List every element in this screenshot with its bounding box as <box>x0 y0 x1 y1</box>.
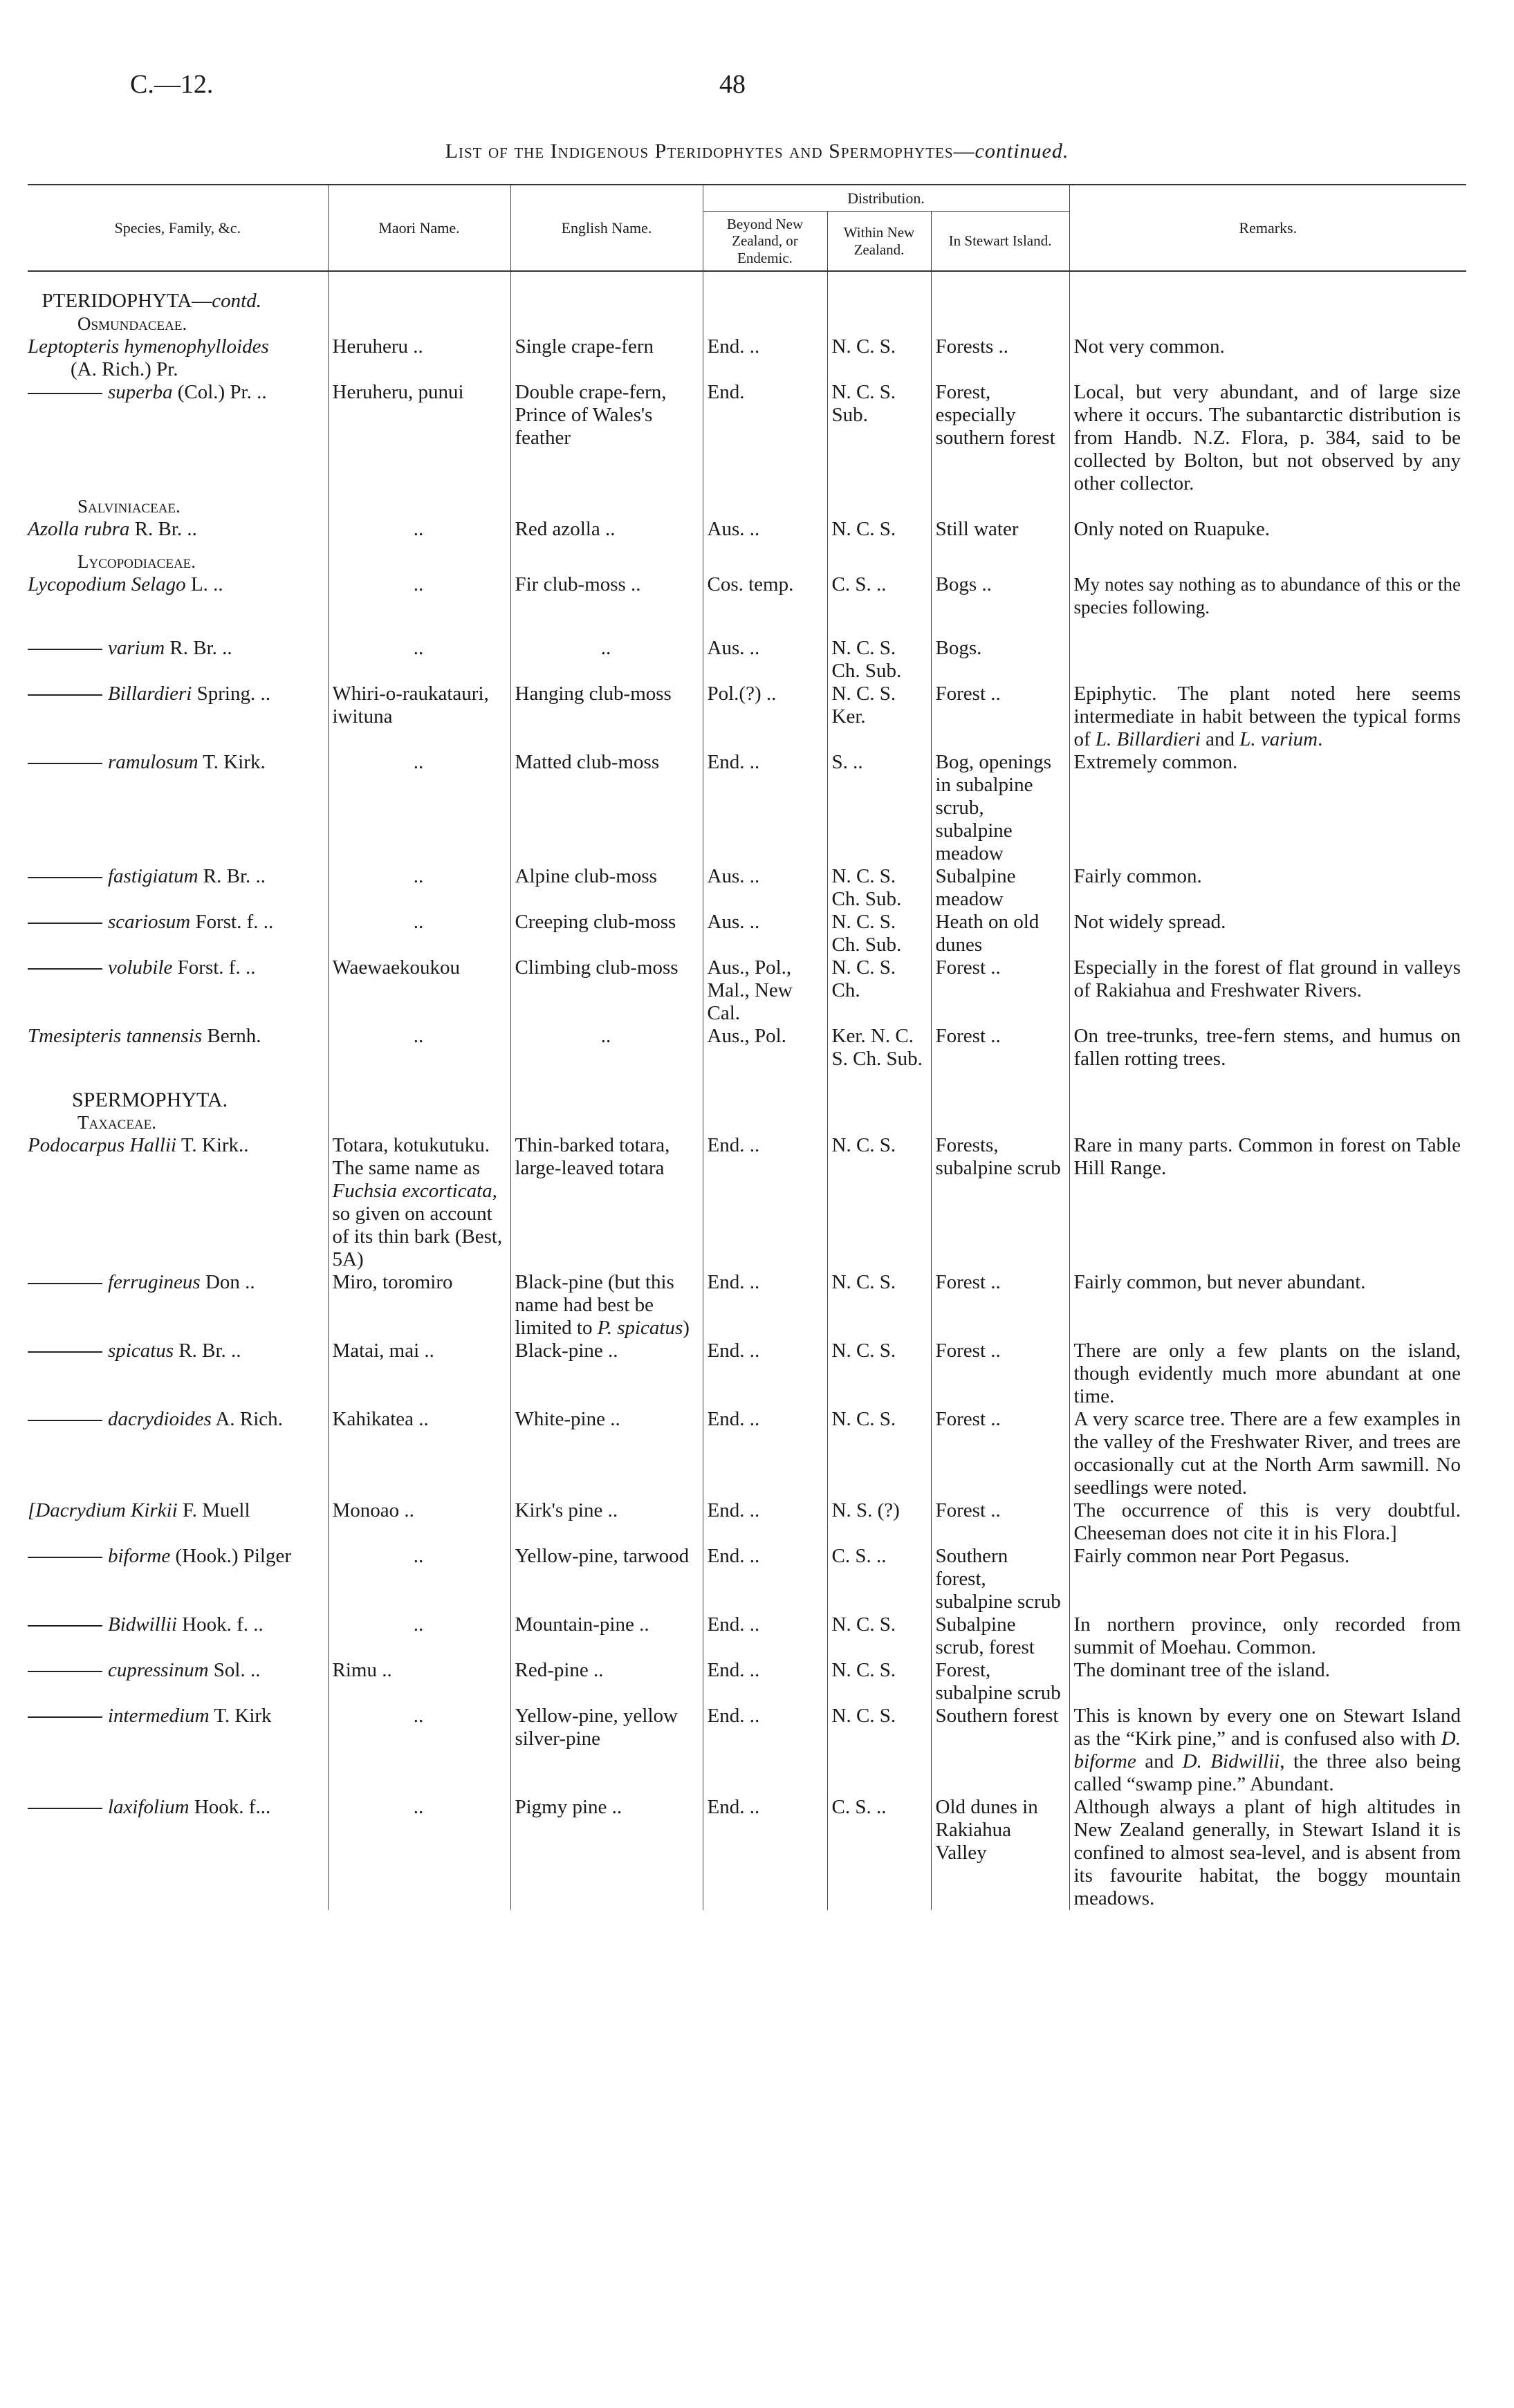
header-maori: Maori Name. <box>328 185 510 271</box>
maori-name: Kahikatea .. <box>328 1408 510 1499</box>
table-row <box>28 1796 1466 1910</box>
remarks: Not very common. <box>1069 335 1466 381</box>
remarks-text: , the three also being called “swamp pine.” Abundant. <box>1073 1750 1461 1795</box>
species-cell <box>28 335 328 381</box>
species-name: Lycopodium Selago <box>28 573 186 595</box>
header-within: Within New Zealand. <box>827 212 931 271</box>
english-name: White-pine .. <box>510 1408 703 1499</box>
maori-name: .. <box>328 518 510 541</box>
table-row <box>28 335 1466 381</box>
table-row <box>28 1025 1466 1071</box>
beyond-nz: Aus., Pol., Mal., New Cal. <box>703 956 827 1025</box>
species-name: Tmesipteris tannensis <box>28 1024 203 1047</box>
beyond-nz: End. .. <box>703 1499 827 1545</box>
remarks: Not widely spread. <box>1069 911 1466 956</box>
beyond-nz: End. .. <box>703 1545 827 1613</box>
title-continued: continued. <box>975 140 1069 163</box>
header-english: English Name. <box>510 185 703 271</box>
remarks: Fairly common, but never abundant. <box>1069 1271 1466 1340</box>
family-name: Salviniaceae. <box>77 495 181 517</box>
remarks: The dominant tree of the island. <box>1069 1659 1466 1705</box>
table-row <box>28 1659 1466 1705</box>
stewart-island: Bogs. <box>931 637 1069 683</box>
species-cell <box>28 1134 328 1271</box>
species-authority: R. Br. .. <box>178 1339 241 1362</box>
english-name: Red azolla .. <box>510 518 703 541</box>
species-name: laxifolium <box>108 1795 190 1818</box>
ditto-dash <box>28 1808 102 1809</box>
within-nz: N. C. S. <box>827 1613 931 1659</box>
beyond-nz: End. <box>703 381 827 495</box>
english-name: Climbing club-moss <box>510 956 703 1025</box>
english-name <box>510 1271 703 1340</box>
stewart-island: Forest .. <box>931 1025 1069 1071</box>
remarks-text: Epiphytic. The plant noted here seems intermediate in habit between the typical forms of <box>1073 682 1461 750</box>
table-row <box>28 865 1466 911</box>
family-name: Lycopodiaceae. <box>77 550 196 572</box>
species-authority: Bernh. <box>207 1024 261 1047</box>
within-nz: N. C. S. Sub. <box>827 381 931 495</box>
stewart-island: Forest .. <box>931 1340 1069 1408</box>
family-name: Taxaceae. <box>77 1111 157 1133</box>
species-name: fastigiatum <box>108 864 199 887</box>
stewart-island: Bog, openings in subalpine scrub, subalpine meadow <box>931 751 1069 865</box>
species-name: Bidwillii <box>108 1613 177 1636</box>
ditto-dash <box>28 1671 102 1672</box>
stewart-island: Forest .. <box>931 683 1069 751</box>
species-name: dacrydioides <box>108 1407 212 1430</box>
species-authority: Hook. f. .. <box>182 1613 264 1636</box>
english-name: Creeping club-moss <box>510 911 703 956</box>
ditto-dash <box>28 968 102 970</box>
maori-name: Heruheru, punui <box>328 381 510 495</box>
remarks: In northern province, only recorded from summit of Moehau. Common. <box>1069 1613 1466 1659</box>
section-heading <box>28 290 328 335</box>
ditto-dash <box>28 1557 102 1558</box>
table-row <box>28 1408 1466 1499</box>
species-authority: Forst. f. .. <box>177 956 256 979</box>
within-nz: N. C. S. Ch. Sub. <box>827 865 931 911</box>
table-row <box>28 1271 1466 1340</box>
within-nz: N. C. S. <box>827 1134 931 1271</box>
maori-name: .. <box>328 1796 510 1910</box>
species-name: biforme <box>108 1544 171 1567</box>
maori-name: .. <box>328 911 510 956</box>
species-cell <box>28 637 328 683</box>
within-nz: N. C. S. <box>827 1705 931 1796</box>
english-name: Single crape-fern <box>510 335 703 381</box>
stewart-island: Forest .. <box>931 1499 1069 1545</box>
beyond-nz: End. .. <box>703 335 827 381</box>
within-nz: N. C. S. Ker. <box>827 683 931 751</box>
species-authority: Don .. <box>205 1270 255 1293</box>
maori-name: .. <box>328 637 510 683</box>
remarks: Local, but very abundant, and of large size where it occurs. The subantarctic distribution is from Handb. N.Z. Flora, p. 384, said to be collected by Bolton, but not observed by any other collector. <box>1069 381 1466 495</box>
within-nz: N. C. S. <box>827 1659 931 1705</box>
stewart-island: Forest .. <box>931 1408 1069 1499</box>
beyond-nz: Aus. .. <box>703 518 827 541</box>
species-name: ramulosum <box>108 750 199 773</box>
species-cell <box>28 518 328 541</box>
within-nz: S. .. <box>827 751 931 865</box>
table-row <box>28 1499 1466 1545</box>
english-text: ) <box>683 1316 690 1339</box>
maori-taxon: Fuchsia excorticata <box>332 1179 492 1202</box>
beyond-nz: Aus. .. <box>703 911 827 956</box>
remarks: Although always a plant of high altitudes in New Zealand generally, in Stewart Island it is confined to almost sea-level, and is absent from its favourite habitat, the boggy mountain meadows. <box>1069 1796 1466 1910</box>
page-title <box>0 140 1514 163</box>
ditto-dash <box>28 649 102 650</box>
species-authority: L. .. <box>190 573 223 595</box>
english-name: Matted club-moss <box>510 751 703 865</box>
table-row <box>28 518 1466 541</box>
maori-name: .. <box>328 1613 510 1659</box>
species-cell <box>28 1025 328 1071</box>
species-cell <box>28 1271 328 1340</box>
stewart-island: Forest .. <box>931 1271 1069 1340</box>
ditto-dash <box>28 877 102 878</box>
english-name: Red-pine .. <box>510 1659 703 1705</box>
species-cell <box>28 683 328 751</box>
remarks: There are only a few plants on the island, though evidently much more abundant at one time. <box>1069 1340 1466 1408</box>
maori-name: .. <box>328 1025 510 1071</box>
species-authority: T. Kirk <box>214 1704 272 1727</box>
species-authority: R. Br. .. <box>203 864 266 887</box>
maori-name: .. <box>328 865 510 911</box>
header-species: Species, Family, &c. <box>28 185 328 271</box>
beyond-nz: End. .. <box>703 1271 827 1340</box>
maori-text: , so given on account of its thin bark (Best, 5A) <box>332 1179 503 1270</box>
english-name: Yellow-pine, tarwood <box>510 1545 703 1613</box>
species-name: cupressinum <box>108 1658 209 1681</box>
within-nz: C. S. .. <box>827 1545 931 1613</box>
species-cell <box>28 1705 328 1796</box>
stewart-island: Southern forest <box>931 1705 1069 1796</box>
maori-name: Waewaekoukou <box>328 956 510 1025</box>
remarks-taxon: L. Billardieri <box>1095 728 1201 750</box>
remarks: My notes say nothing as to abundance of this or the species following. <box>1069 573 1466 619</box>
remarks-taxon: D. biforme <box>1073 1727 1461 1772</box>
english-text: Black-pine (but this name had best be limited to <box>515 1270 674 1339</box>
species-name: intermedium <box>108 1704 210 1727</box>
species-name: spicatus <box>108 1339 174 1362</box>
table-row <box>28 1340 1466 1408</box>
species-authority: F. Muell <box>182 1499 250 1521</box>
maori-text: Totara, kotukutuku. The same name as <box>332 1133 490 1179</box>
table-row <box>28 1705 1466 1796</box>
maori-name: .. <box>328 751 510 865</box>
maori-name: .. <box>328 1705 510 1796</box>
within-nz: N. C. S. Ch. Sub. <box>827 911 931 956</box>
species-authority: R. Br. .. <box>134 517 197 540</box>
species-cell <box>28 1499 328 1545</box>
stewart-island: Forests, subalpine scrub <box>931 1134 1069 1271</box>
species-authority: Spring. .. <box>196 682 270 705</box>
species-name: Leptopteris hymenophylloides <box>28 335 269 358</box>
table-row <box>28 1613 1466 1659</box>
maori-name: Whiri-o-raukatauri, iwituna <box>328 683 510 751</box>
beyond-nz: End. .. <box>703 1796 827 1910</box>
remarks-taxon: L. varium <box>1239 728 1318 750</box>
beyond-nz: End. .. <box>703 1134 827 1271</box>
within-nz: N. C. S. <box>827 335 931 381</box>
table-row <box>28 956 1466 1025</box>
ditto-dash <box>28 694 102 696</box>
table-row <box>28 1545 1466 1613</box>
species-name: varium <box>108 636 165 659</box>
within-nz: N. C. S. Ch. Sub. <box>827 637 931 683</box>
table-row <box>28 381 1466 495</box>
table-row <box>28 573 1466 619</box>
english-name: Thin-barked totara, large-leaved totara <box>510 1134 703 1271</box>
remarks-text: and <box>1136 1750 1183 1772</box>
english-name: Hanging club-moss <box>510 683 703 751</box>
within-nz: N. C. S. <box>827 1271 931 1340</box>
species-authority: Hook. f... <box>194 1795 271 1818</box>
species-name: Billardieri <box>108 682 192 705</box>
species-authority: Forst. f. .. <box>195 910 274 933</box>
within-nz: N. C. S. <box>827 518 931 541</box>
table-row <box>28 637 1466 683</box>
ditto-dash <box>28 1351 102 1353</box>
remarks-taxon: D. Bidwillii <box>1182 1750 1280 1772</box>
stewart-island: Subalpine scrub, forest <box>931 1613 1069 1659</box>
species-cell <box>28 573 328 619</box>
table-row <box>28 751 1466 865</box>
ditto-dash <box>28 1625 102 1627</box>
english-taxon: P. spicatus <box>597 1316 683 1339</box>
division-cont: contd. <box>212 289 261 312</box>
family-name: Osmundaceae. <box>77 313 187 334</box>
stewart-island: Forest, especially southern forest <box>931 381 1069 495</box>
species-authority: A. Rich. <box>215 1407 283 1430</box>
ditto-dash <box>28 1716 102 1718</box>
species-cell <box>28 1408 328 1499</box>
stewart-island: Forests .. <box>931 335 1069 381</box>
maori-name <box>328 1134 510 1271</box>
species-name: Podocarpus Hallii <box>28 1133 177 1156</box>
species-cell <box>28 381 328 495</box>
remarks: The occurrence of this is very doubtful. Cheeseman does not cite it in his Flora.] <box>1069 1499 1466 1545</box>
table-row <box>28 1134 1466 1271</box>
beyond-nz: End. .. <box>703 1659 827 1705</box>
species-cell <box>28 956 328 1025</box>
stewart-island: Forest .. <box>931 956 1069 1025</box>
species-authority: Sol. .. <box>213 1658 261 1681</box>
division-name: SPERMOPHYTA. <box>72 1088 228 1111</box>
beyond-nz: End. .. <box>703 1705 827 1796</box>
page-reference: C.—12. <box>130 70 214 99</box>
species-authority: (Hook.) Pilger <box>175 1544 291 1567</box>
ditto-dash <box>28 393 102 394</box>
species-cell <box>28 1545 328 1613</box>
remarks <box>1069 637 1466 683</box>
within-nz: C. S. .. <box>827 573 931 619</box>
ditto-dash <box>28 1420 102 1421</box>
species-table <box>28 184 1466 1910</box>
english-name: Alpine club-moss <box>510 865 703 911</box>
species-cell <box>28 1659 328 1705</box>
species-cell <box>28 865 328 911</box>
english-name: .. <box>510 637 703 683</box>
species-name: ferrugineus <box>108 1270 201 1293</box>
species-authority: T. Kirk.. <box>181 1133 249 1156</box>
species-cell <box>28 911 328 956</box>
remarks-text: . <box>1318 728 1323 750</box>
english-name: Double crape-fern, Prince of Wales's feather <box>510 381 703 495</box>
table-row <box>28 911 1466 956</box>
page-number: 48 <box>719 70 746 99</box>
species-name: Azolla rubra <box>28 517 130 540</box>
within-nz: N. C. S. <box>827 1340 931 1408</box>
beyond-nz: Aus. .. <box>703 637 827 683</box>
within-nz: C. S. .. <box>827 1796 931 1910</box>
header-distribution: Distribution. <box>703 185 1069 212</box>
species-cell <box>28 1796 328 1910</box>
species-name: [Dacrydium Kirkii <box>28 1499 178 1521</box>
stewart-island: Subalpine meadow <box>931 865 1069 911</box>
stewart-island: Bogs .. <box>931 573 1069 619</box>
english-name: Kirk's pine .. <box>510 1499 703 1545</box>
remarks: On tree-trunks, tree-fern stems, and humus on fallen rotting trees. <box>1069 1025 1466 1071</box>
species-authority: (A. Rich.) Pr. <box>71 358 178 380</box>
english-name: Yellow-pine, yellow silver-pine <box>510 1705 703 1796</box>
species-name: volubile <box>108 956 173 979</box>
species-cell <box>28 1340 328 1408</box>
title-main: List of the Indigenous Pteridophytes and Spermophytes— <box>445 140 975 163</box>
maori-name: Matai, mai .. <box>328 1340 510 1408</box>
stewart-island: Southern forest, subalpine scrub <box>931 1545 1069 1613</box>
ditto-dash <box>28 923 102 924</box>
english-name: Black-pine .. <box>510 1340 703 1408</box>
remarks <box>1069 683 1466 751</box>
header-beyond: Beyond New Zealand, or Endemic. <box>703 212 827 271</box>
stewart-island: Forest, subalpine scrub <box>931 1659 1069 1705</box>
species-authority: R. Br. .. <box>169 636 232 659</box>
remarks: Extremely common. <box>1069 751 1466 865</box>
maori-name: Rimu .. <box>328 1659 510 1705</box>
species-cell <box>28 751 328 865</box>
beyond-nz: Aus., Pol. <box>703 1025 827 1071</box>
within-nz: N. C. S. <box>827 1408 931 1499</box>
remarks-text: This is known by every one on Stewart Island as the “Kirk pine,” and is confused also with <box>1073 1704 1461 1750</box>
within-nz: N. S. (?) <box>827 1499 931 1545</box>
ditto-dash <box>28 763 102 764</box>
remarks: Only noted on Ruapuke. <box>1069 518 1466 541</box>
english-name: Mountain-pine .. <box>510 1613 703 1659</box>
beyond-nz: End. .. <box>703 751 827 865</box>
within-nz: N. C. S. Ch. <box>827 956 931 1025</box>
species-cell <box>28 1613 328 1659</box>
ditto-dash <box>28 1283 102 1284</box>
remarks: Fairly common. <box>1069 865 1466 911</box>
beyond-nz: End. .. <box>703 1408 827 1499</box>
remarks: A very scarce tree. There are a few examples in the valley of the Freshwater River, and trees are occasionally cut at the North Arm sawmill. No seedlings were noted. <box>1069 1408 1466 1499</box>
table-row <box>28 683 1466 751</box>
beyond-nz: Cos. temp. <box>703 573 827 619</box>
division-name: PTERIDOPHYTA— <box>41 289 212 312</box>
header-remarks: Remarks. <box>1069 185 1466 271</box>
beyond-nz: End. .. <box>703 1340 827 1408</box>
stewart-island: Old dunes in Rakiahua Valley <box>931 1796 1069 1910</box>
remarks-text: and <box>1200 728 1240 750</box>
maori-name: .. <box>328 573 510 619</box>
english-name: Fir club-moss .. <box>510 573 703 619</box>
remarks: Rare in many parts. Common in forest on Table Hill Range. <box>1069 1134 1466 1271</box>
species-authority: (Col.) Pr. .. <box>177 380 267 403</box>
maori-name: Heruheru .. <box>328 335 510 381</box>
beyond-nz: End. .. <box>703 1613 827 1659</box>
remarks: Especially in the forest of flat ground in valleys of Rakiahua and Freshwater Rivers. <box>1069 956 1466 1025</box>
beyond-nz: Aus. .. <box>703 865 827 911</box>
remarks <box>1069 1705 1466 1796</box>
within-nz: Ker. N. C. S. Ch. Sub. <box>827 1025 931 1071</box>
species-name: scariosum <box>108 910 191 933</box>
beyond-nz: Pol.(?) .. <box>703 683 827 751</box>
maori-name: .. <box>328 1545 510 1613</box>
remarks: Fairly common near Port Pegasus. <box>1069 1545 1466 1613</box>
maori-name: Miro, toromiro <box>328 1271 510 1340</box>
english-name: Pigmy pine .. <box>510 1796 703 1910</box>
stewart-island: Heath on old dunes <box>931 911 1069 956</box>
stewart-island: Still water <box>931 518 1069 541</box>
header-stewart: In Stewart Island. <box>931 212 1069 271</box>
english-name: .. <box>510 1025 703 1071</box>
species-name: superba <box>108 380 173 403</box>
maori-name: Monoao .. <box>328 1499 510 1545</box>
species-authority: T. Kirk. <box>203 750 266 773</box>
